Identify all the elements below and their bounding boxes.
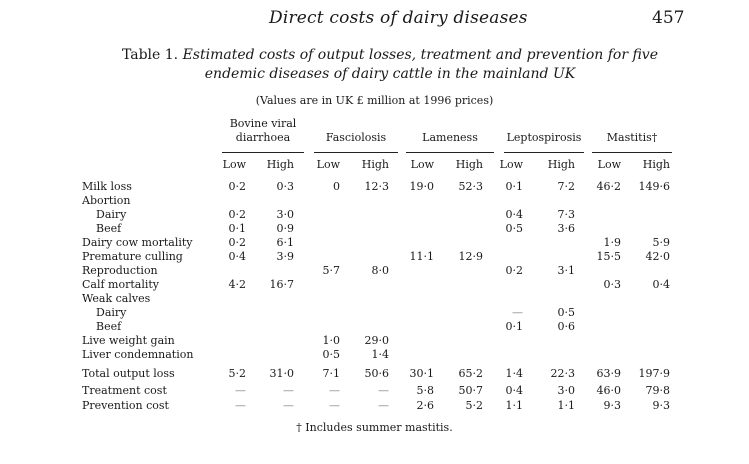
disease-header-line2: Leptospirosis [506,131,582,144]
disease-header-line1 [314,117,398,131]
table-cell: 19·0 [409,180,434,193]
table-cell: 7·1 [322,367,340,380]
table-cell: 3·1 [557,264,575,277]
row-label: Total output loss [82,367,175,380]
table-cell: 1·9 [603,236,621,249]
table-cell: 0·4 [228,250,246,263]
table-cell: 11·1 [409,250,434,263]
table-cell: 0·9 [276,222,294,235]
table-cell: 0·3 [276,180,294,193]
table-cell: — [378,384,389,397]
high-subheader: High [266,158,294,171]
group-rule [504,152,584,153]
table-cell: 79·8 [645,384,670,397]
table-cell: — [235,384,246,397]
table-cell: 3·0 [276,208,294,221]
table-caption-text: Estimated costs of output losses, treatment and prevention for five endemic diseases of dairy cattle in the mainland UK [182,47,659,82]
table-cell: 1·0 [322,334,340,347]
row-label: Dairy cow mortality [82,236,193,249]
row-label: Liver condemnation [82,348,194,361]
table-cell: 0 [333,180,340,193]
row-label: Milk loss [82,180,132,193]
table-footnote: † Includes summer mastitis. [296,421,453,434]
table-cell: 22·3 [550,367,575,380]
page-number: 457 [652,8,685,28]
table-cell: 9·3 [652,399,670,412]
table-caption [90,46,690,84]
table-cell: 42·0 [645,250,670,263]
table-cell: 6·1 [276,236,294,249]
table-cell: 46·0 [596,384,621,397]
table-cell: 30·1 [409,367,434,380]
table-cell: 0·4 [652,278,670,291]
table-cell: 149·6 [638,180,670,193]
table-cell: — [378,399,389,412]
table-cell: 5·2 [465,399,483,412]
row-label: Weak calves [82,292,151,305]
table-cell: 0·3 [603,278,621,291]
disease-header [592,117,672,145]
low-subheader: Low [410,158,434,171]
table-cell: 46·2 [596,180,621,193]
table-cell: 1·4 [505,367,523,380]
table-cell: 3·6 [557,222,575,235]
disease-header [222,117,304,145]
table-cell: 0·1 [505,320,523,333]
high-subheader: High [361,158,389,171]
low-subheader: Low [597,158,621,171]
table-cell: 29·0 [364,334,389,347]
table-cell: 0·1 [228,222,246,235]
disease-header-line1 [406,117,494,131]
table-cell: 0·1 [505,180,523,193]
table-cell: 197·9 [638,367,670,380]
low-subheader: Low [222,158,246,171]
table-cell: 1·1 [505,399,523,412]
table-cell: 0·2 [228,236,246,249]
disease-header-line2: Lameness [422,131,478,144]
row-label: Reproduction [82,264,158,277]
high-subheader: High [642,158,670,171]
table-cell: — [283,384,294,397]
row-label: Dairy [96,306,127,319]
table-cell: 50·6 [364,367,389,380]
table-cell: 0·2 [228,208,246,221]
disease-header-line2: diarrhoea [235,131,291,144]
disease-header-line1 [592,117,672,131]
units-note: (Values are in UK £ million at 1996 prices) [255,94,494,107]
row-label: Prevention cost [82,399,169,412]
group-rule [314,152,398,153]
group-rule [592,152,672,153]
table-cell: 12·3 [364,180,389,193]
table-cell: 0·5 [322,348,340,361]
table-cell: 0·2 [505,264,523,277]
table-cell: 0·6 [557,320,575,333]
table-cell: 50·7 [458,384,483,397]
table-cell: 0·4 [505,208,523,221]
table-cell: 0·2 [228,180,246,193]
running-title: Direct costs of dairy diseases [269,8,528,28]
table-cell: 15·5 [596,250,621,263]
table-cell: 31·0 [269,367,294,380]
table-cell: 63·9 [596,367,621,380]
disease-header-line2: Fasciolosis [325,131,387,144]
table-cell: 0·5 [557,306,575,319]
row-label: Beef [96,320,122,333]
row-label: Premature culling [82,250,183,263]
row-label: Dairy [96,208,127,221]
table-cell: 0·4 [505,384,523,397]
low-subheader: Low [499,158,523,171]
low-subheader: Low [316,158,340,171]
table-cell: — [512,306,523,319]
table-cell: 7·2 [557,180,575,193]
group-rule [222,152,304,153]
disease-header-line1 [504,117,584,131]
table-cell: 3·0 [557,384,575,397]
disease-header-line1: Bovine viral [229,117,297,130]
table-caption-label: Table 1. [121,47,179,63]
table-cell: 3·9 [276,250,294,263]
table-cell: 9·3 [603,399,621,412]
disease-header-line2: Mastitis† [606,131,658,144]
row-label: Beef [96,222,122,235]
running-head [0,8,749,32]
table-cell: 12·9 [458,250,483,263]
table-cell: 1·1 [557,399,575,412]
table-cell: 5·7 [322,264,340,277]
table-cell: 8·0 [371,264,389,277]
group-rule [406,152,494,153]
table-cell: — [283,399,294,412]
table-cell: 5·2 [228,367,246,380]
table-cell: 5·9 [652,236,670,249]
table-cell: — [235,399,246,412]
table-cell: — [329,399,340,412]
table-cell: — [329,384,340,397]
table-cell: 2·6 [416,399,434,412]
high-subheader: High [547,158,575,171]
high-subheader: High [455,158,483,171]
row-label: Calf mortality [82,278,160,291]
disease-header [314,117,398,145]
table-cell: 65·2 [458,367,483,380]
table-cell: 5·8 [416,384,434,397]
row-label: Abortion [82,194,131,207]
table-cell: 1·4 [371,348,389,361]
table-cell: 4·2 [228,278,246,291]
table-cell: 16·7 [269,278,294,291]
row-label: Live weight gain [82,334,175,347]
disease-header [406,117,494,145]
row-label: Treatment cost [82,384,167,397]
table-cell: 0·5 [505,222,523,235]
disease-header [504,117,584,145]
table-cell: 52·3 [458,180,483,193]
table-cell: 7·3 [557,208,575,221]
